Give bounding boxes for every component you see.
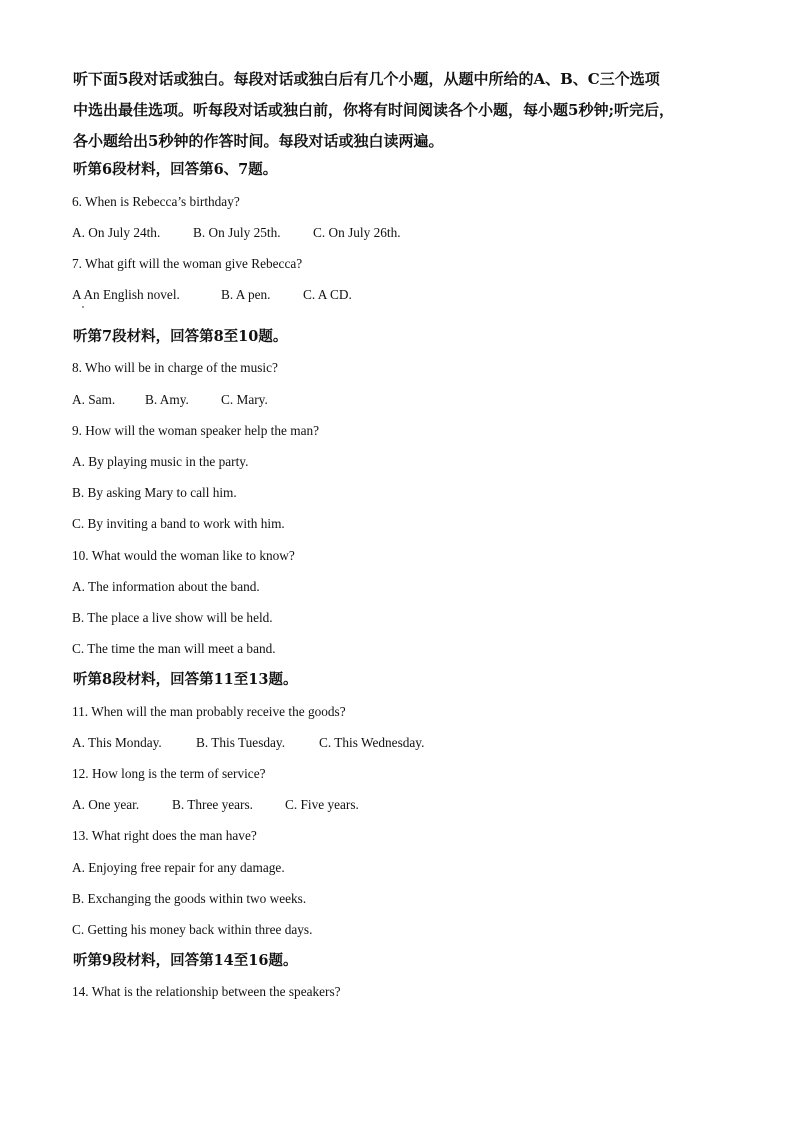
option-a: A. On July 24th. bbox=[72, 225, 161, 240]
option-b: B. Amy. bbox=[145, 392, 189, 407]
question-7-options bbox=[72, 286, 352, 304]
question-9-option-c: C. By inviting a band to work with him. bbox=[72, 516, 285, 531]
question-8-options bbox=[72, 391, 268, 409]
option-a: A. This Monday. bbox=[72, 735, 162, 750]
section-9-header: 听第9段材料，回答第14至16题。 bbox=[73, 952, 298, 969]
question-10-option-a: A. The information about the band. bbox=[72, 579, 260, 594]
question-6-stem: 6. When is Rebecca’s birthday? bbox=[72, 194, 240, 209]
option-c: C. Five years. bbox=[285, 797, 359, 812]
question-6-options bbox=[72, 224, 401, 242]
question-10-option-c: C. The time the man will meet a band. bbox=[72, 641, 276, 656]
section-8-header: 听第8段材料，回答第11至13题。 bbox=[73, 671, 298, 688]
question-7-stem: 7. What gift will the woman give Rebecca? bbox=[72, 256, 303, 271]
question-12-stem: 12. How long is the term of service? bbox=[72, 766, 266, 781]
option-c: C. On July 26th. bbox=[313, 225, 401, 240]
question-11-options bbox=[72, 734, 424, 752]
option-a: A. Sam. bbox=[72, 392, 116, 407]
instructions-line-2: 中选出最佳选项。听每段对话或独白前，你将有时间阅读各个小题，每小题5秒钟;听完后， bbox=[73, 101, 674, 119]
instructions-line-3: 各小题给出5秒钟的作答时间。每段对话或独白读两遍。 bbox=[73, 132, 444, 150]
option-c: C. Mary. bbox=[221, 392, 268, 407]
question-11-stem: 11. When will the man probably receive the goods? bbox=[72, 704, 346, 719]
option-a: A. One year. bbox=[72, 797, 140, 812]
question-8-stem: 8. Who will be in charge of the music? bbox=[72, 360, 278, 375]
option-b: B. A pen. bbox=[221, 287, 271, 302]
option-b: B. Three years. bbox=[172, 797, 253, 812]
option-a: A An English novel. bbox=[72, 287, 180, 302]
stray-mark bbox=[82, 306, 84, 308]
question-13-option-b: B. Exchanging the goods within two weeks. bbox=[72, 891, 307, 906]
question-9-option-a: A. By playing music in the party. bbox=[72, 454, 249, 469]
question-14-stem: 14. What is the relationship between the speakers? bbox=[72, 984, 341, 999]
question-12-options bbox=[72, 796, 359, 814]
question-13-option-c: C. Getting his money back within three days. bbox=[72, 922, 313, 937]
section-6-header: 听第6段材料，回答第6、7题。 bbox=[73, 161, 278, 178]
question-9-stem: 9. How will the woman speaker help the man? bbox=[72, 423, 320, 438]
option-c: C. This Wednesday. bbox=[319, 735, 425, 750]
instructions-paragraph bbox=[73, 64, 733, 157]
option-b: B. On July 25th. bbox=[193, 225, 281, 240]
question-10-stem: 10. What would the woman like to know? bbox=[72, 548, 295, 563]
question-10-option-b: B. The place a live show will be held. bbox=[72, 610, 273, 625]
option-c: C. A CD. bbox=[303, 287, 352, 302]
section-7-header: 听第7段材料，回答第8至10题。 bbox=[73, 328, 288, 345]
question-9-option-b: B. By asking Mary to call him. bbox=[72, 485, 237, 500]
instructions-line-1: 听下面5段对话或独白。每段对话或独白后有几个小题，从题中所给的A、B、C三个选项 bbox=[73, 70, 660, 88]
question-13-option-a: A. Enjoying free repair for any damage. bbox=[72, 860, 285, 875]
option-b: B. This Tuesday. bbox=[196, 735, 286, 750]
question-13-stem: 13. What right does the man have? bbox=[72, 828, 257, 843]
